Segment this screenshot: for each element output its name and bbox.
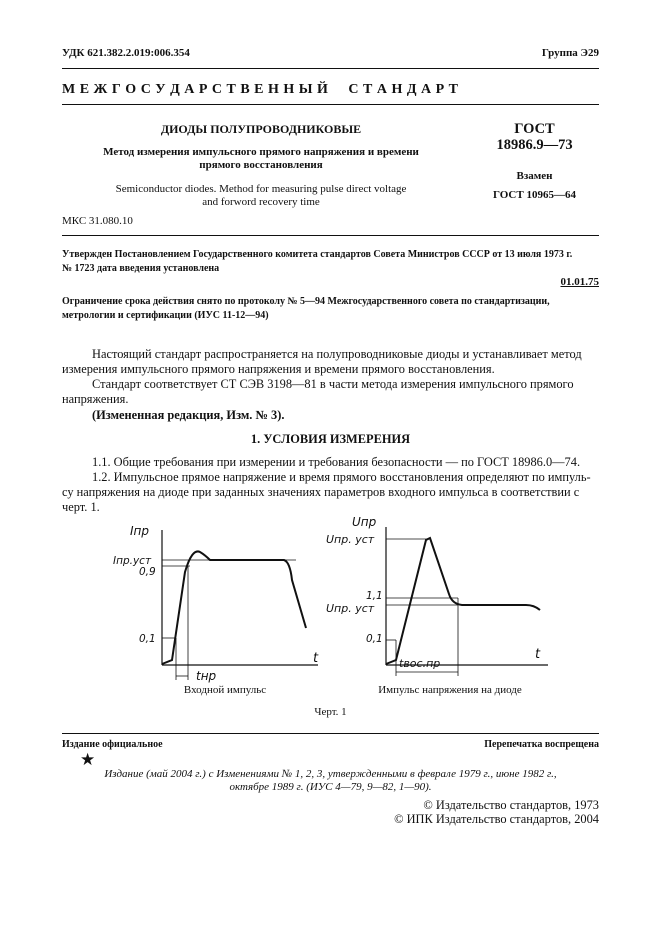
intro-line-2: измерения импульсного прямого напряжения и времени прямого восстановления. — [62, 362, 495, 376]
left-plot-caption: Входной импульс — [183, 684, 267, 696]
document-subtitle-2: прямого восстановления — [199, 159, 323, 171]
official-edition: Издание официальное — [62, 739, 163, 750]
right-plot-caption: Импульс напряжения на диоде — [378, 684, 522, 696]
edition-note-1: Издание (май 2004 г.) с Изменениями № 1, 2, 3, утвержденными в феврале 1979 г., июне 1982 г., — [104, 768, 557, 780]
clause-1-2-line-2: су напряжения на диоде при заданных значениях параметров входного импульса в соответствии с — [62, 485, 580, 499]
udk-code: УДК 621.382.2.019:006.354 — [62, 47, 190, 59]
left-time-label: tнр — [196, 669, 217, 683]
replaces-value: ГОСТ 10965—64 — [493, 189, 576, 201]
compliance-line-1: Стандарт соответствует СТ СЭВ 3198—81 в части метода измерения импульсного прямого — [92, 377, 574, 391]
left-low-label: 0,1 — [139, 633, 156, 645]
restriction-line-1: Ограничение срока действия снято по протоколу № 5—94 Межгосударственного совета по стандартизации, — [62, 296, 550, 307]
standard-banner: М Е Ж Г О С У Д А Р С Т В Е Н Н Ы Й С Т А Н Д А Р Т — [62, 82, 459, 97]
restriction-line-2: метрологии и сертификации (ИУС 11-12—94) — [62, 310, 269, 321]
clause-1-1: 1.1. Общие требования при измерении и требования безопасности — по ГОСТ 18986.0—74. — [92, 455, 581, 469]
clause-1-2-line-1: 1.2. Импульсное прямое напряжение и время прямого восстановления определяют по импуль- — [92, 470, 591, 484]
right-level-label: 1,1 — [366, 590, 383, 602]
effective-date: 01.01.75 — [560, 276, 599, 288]
gost-label: ГОСТ — [514, 121, 555, 137]
edition-note-2: октябре 1989 г. (ИУС 4—79, 9—82, 1—90). — [229, 781, 432, 793]
figure-caption: Черт. 1 — [314, 706, 347, 718]
left-level-label-1: Iпр.уст — [113, 555, 152, 567]
reprint-notice: Перепечатка воспрещена — [484, 739, 599, 750]
right-low-label: 0,1 — [366, 633, 383, 645]
left-x-label: t — [313, 651, 319, 666]
right-time-label: tвос.пр — [399, 657, 441, 670]
right-pulse-curve — [386, 538, 540, 664]
replaces-label: Взамен — [516, 170, 553, 182]
section-title: 1. УСЛОВИЯ ИЗМЕРЕНИЯ — [250, 432, 411, 446]
intro-line-1: Настоящий стандарт распространяется на полупроводниковые диоды и устанавливает метод — [92, 347, 582, 361]
english-title-2: and forword recovery time — [202, 196, 320, 208]
document-subtitle-1: Метод измерения импульсного прямого напряжения и времени — [103, 146, 419, 158]
star-icon: ★ — [80, 750, 96, 770]
left-level-label-2: 0,9 — [139, 566, 156, 578]
right-peak-label: Uпр. уст — [326, 533, 375, 546]
compliance-line-2: напряжения. — [62, 392, 129, 406]
approval-line-2: № 1723 дата введения установлена — [62, 263, 220, 274]
left-y-label: Iпр — [130, 524, 150, 538]
footer-divider — [62, 733, 599, 734]
copyright-1973: © Издательство стандартов, 1973 — [423, 798, 599, 812]
left-plot — [113, 524, 319, 683]
clause-1-2-line-3: черт. 1. — [62, 500, 100, 514]
left-pulse-curve — [162, 551, 306, 664]
right-plot — [326, 515, 548, 676]
gost-number: 18986.9—73 — [496, 137, 573, 153]
amendment-note: (Измененная редакция, Изм. № 3). — [92, 408, 285, 422]
document-title: ДИОДЫ ПОЛУПРОВОДНИКОВЫЕ — [160, 122, 362, 136]
copyright-2004: © ИПК Издательство стандартов, 2004 — [394, 812, 599, 826]
right-steady-label: Uпр. уст — [326, 602, 375, 615]
group-code: Группа Э29 — [541, 47, 599, 59]
right-x-label: t — [535, 647, 541, 662]
right-y-label: Uпр — [352, 515, 377, 529]
mks-code: МКС 31.080.10 — [62, 215, 133, 227]
approval-line-1: Утвержден Постановлением Государственного комитета стандартов Совета Министров СССР от 13 июля 1973 г. — [62, 249, 573, 260]
english-title-1: Semiconductor diodes. Method for measuring pulse direct voltage — [115, 183, 407, 195]
